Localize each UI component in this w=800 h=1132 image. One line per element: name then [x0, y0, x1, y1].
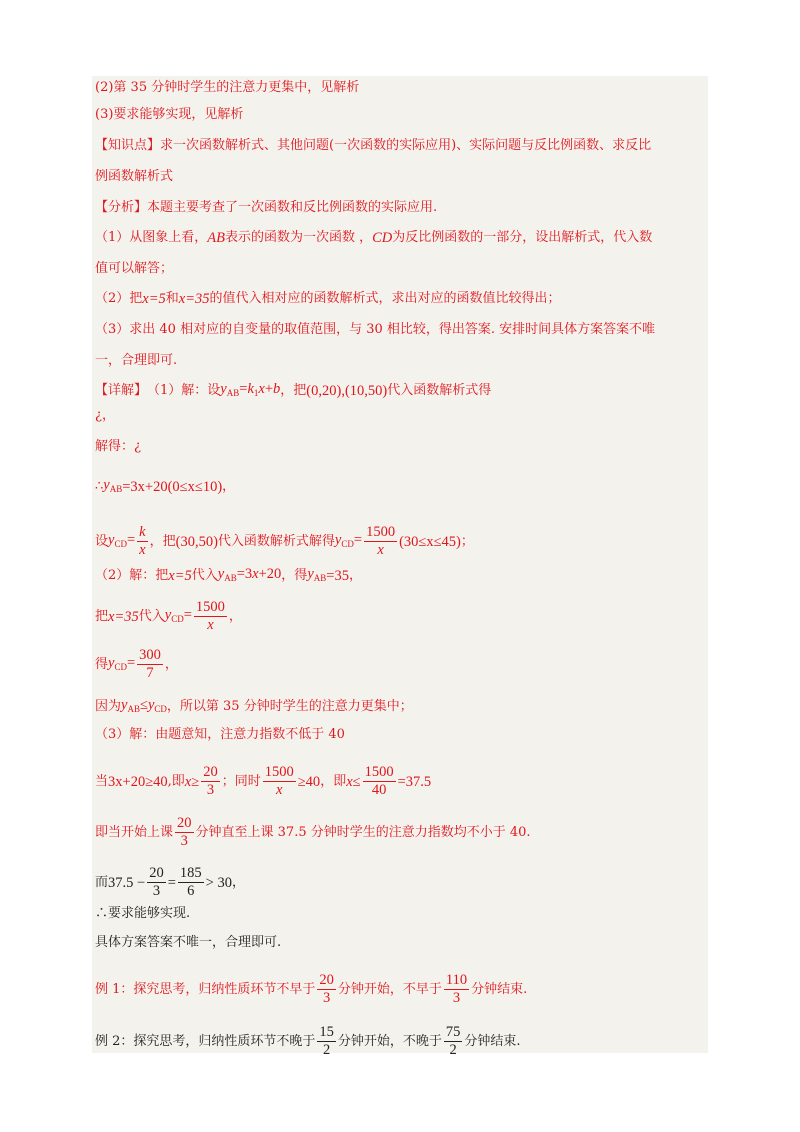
- knowledge-points-cont: 例函数解析式: [95, 169, 174, 184]
- solve-line: 解得：¿: [95, 439, 141, 454]
- difference-calc: 而 37.5 − $\frac{20}{3}$ = $\frac{185}{6}$ > 30 ，: [95, 865, 245, 899]
- analysis-step-1-cont: 值可以解答；: [95, 261, 174, 276]
- analysis-step-2: （2）把 x=5 和 x=35 的值代入相对应的函数解析式，求出对应的函数值比较得出；: [95, 291, 561, 307]
- plan-note: 具体方案答案不唯一，合理即可.: [95, 935, 282, 950]
- eq-ycd-result: 得 $y_{CD}=$ $\frac{300}{7}$ ，: [95, 647, 178, 681]
- eq-x35: 把 x=35 代入 $y_{CD}=$ $\frac{1500}{x}$ ，: [95, 599, 242, 633]
- analysis-heading: 【分析】 本题主要考查了一次函数和反比例函数的实际应用.: [95, 200, 438, 215]
- detail-step-3: （3）解：由题意知，注意力指数不低于 40: [95, 727, 345, 742]
- knowledge-points: 【知识点】求一次函数解析式、其他问题(一次函数的实际应用)、实际问题与反比例函数、求反比: [95, 138, 652, 153]
- comparison: 因为 $y_{AB}\le y_{CD}$ ，所以第 35 分钟时学生的注意力更集中；: [95, 697, 413, 714]
- example-2: 例 2：探究思考，归纳性质环节不晚于 $\frac{15}{2}$ 分钟开始，不晚于 $\frac{75}{2}$ 分钟结束.: [95, 1024, 521, 1058]
- placeholder-symbol: ¿，: [95, 408, 115, 423]
- answer-part-3: (3)要求能够实现，见解析: [95, 107, 244, 122]
- detail-step-1: 【详解】 （1）解：设 $y_{AB}=k_1x+b$ ，把 (0,20) , (10,50) 代入函数解析式得: [95, 381, 492, 399]
- eq-cd: 设 $y_{CD}=$ $\frac{k}{x}$ ，把 (30,50) 代入函数解析式解得 $y_{CD}=$ $\frac{1500}{x}$ (30≤x≤45) ；: [95, 524, 474, 558]
- detail-step-2: （2）解：把 x=5 代入 $y_{AB}=3x+20$ ，得 $y_{AB}$ =35 ，: [95, 566, 362, 584]
- inequality-line: 当 3x+20≥40 ,即 x≥ $\frac{20}{3}$ ；同时 $\frac{1500}{x}$ ≥40 ，即 x≤ $\frac{1500}{40}$ =37.5: [95, 764, 432, 798]
- example-1: 例 1：探究思考，归纳性质环节不早于 $\frac{20}{3}$ 分钟开始，不早于 $\frac{110}{3}$ 分钟结束.: [95, 972, 528, 1006]
- answer-part-2: (2)第 35 分钟时学生的注意力更集中，见解析: [95, 80, 360, 95]
- time-range: 即当开始上课 $\frac{20}{3}$ 分钟直至上课 37.5 分钟时学生的注意力指数均不小于 40.: [95, 815, 531, 849]
- analysis-step-1: （1）从图象上看， AB 表示的函数为一次函数 ， CD 为反比例函数的一部分，设出解析式，代入数: [95, 230, 653, 246]
- analysis-step-3-cont: 一，合理即可.: [95, 353, 178, 368]
- conclusion: ∴要求能够实现.: [95, 906, 191, 921]
- analysis-step-3: （3）求出 40 相对应的自变量的取值范围，与 30 相比较，得出答案. 安排时间具体方案答案不唯: [95, 322, 656, 337]
- eq-ab: ∴ $y_{AB}$ =3x+20(0≤x≤10) ，: [95, 477, 236, 495]
